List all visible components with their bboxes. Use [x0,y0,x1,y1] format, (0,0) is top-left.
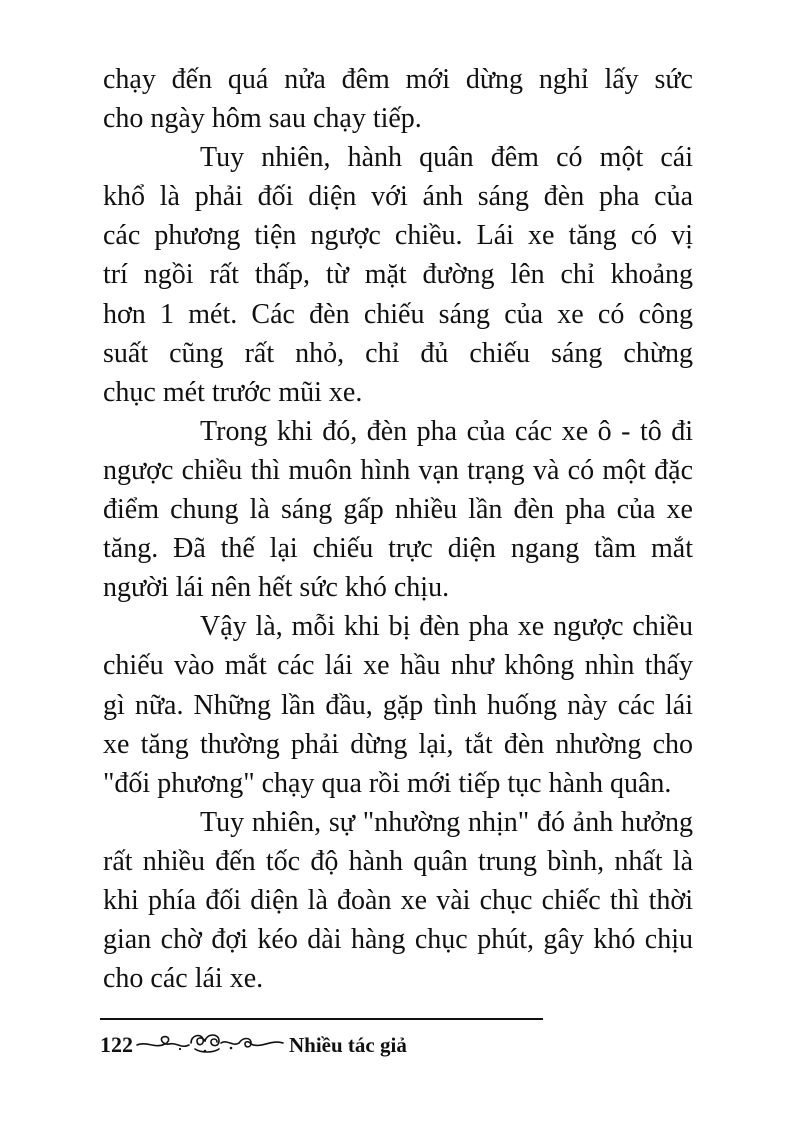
text-line: ngược chiều thì muôn hình vạn trạng và có một đặc [103,454,693,486]
text-line: khổ là phải đối diện với ánh sáng đèn pha của [103,181,693,213]
text-line: Tuy nhiên, hành quân đêm có một cái [200,142,693,174]
text-line: cho các lái xe. [103,963,264,995]
text-line: gì nữa. Những lần đầu, gặp tình huống này các lái [103,689,693,721]
text-line: cho ngày hôm sau chạy tiếp. [103,103,422,135]
text-line: Tuy nhiên, sự "nhường nhịn" đó ảnh hưởng [200,806,693,838]
text-line: điểm chung là sáng gấp nhiều lần đèn pha của xe [103,494,693,526]
text-line: "đối phương" chạy qua rồi mới tiếp tục hành quân. [103,767,672,799]
page-number: 122 [100,1032,133,1057]
text-line: gian chờ đợi kéo dài hàng chục phút, gây khó chịu [103,924,693,956]
text-line: Vậy là, mỗi khi bị đèn pha xe ngược chiều [200,611,693,643]
page-footer [100,1028,407,1062]
text-line: Trong khi đó, đèn pha của các xe ô - tô đi [200,415,693,447]
text-line: chạy đến quá nửa đêm mới dừng nghỉ lấy sức [103,64,693,95]
text-line: suất cũng rất nhỏ, chỉ đủ chiếu sáng chừng [103,337,693,369]
footer-divider [100,1018,543,1020]
text-line: chục mét trước mũi xe. [103,376,363,408]
scroll-ornament-icon [135,1029,285,1061]
text-line: người lái nên hết sức khó chịu. [103,572,450,604]
book-author: Nhiều tác giả [289,1032,407,1057]
text-line: các phương tiện ngược chiều. Lái xe tăng có vị [103,220,693,252]
text-line: khi phía đối diện là đoàn xe vài chục chiếc thì thời [103,884,693,916]
text-line: chiếu vào mắt các lái xe hầu như không nhìn thấy [103,650,693,682]
body-text [103,60,693,998]
text-line: tăng. Đã thế lại chiếu trực diện ngang tầm mắt [103,533,693,565]
text-line: rất nhiều đến tốc độ hành quân trung bình, nhất là [103,845,693,877]
text-line: trí ngồi rất thấp, từ mặt đường lên chỉ khoảng [103,259,693,291]
text-line: xe tăng thường phải dừng lại, tắt đèn nhường cho [103,728,693,760]
text-line: hơn 1 mét. Các đèn chiếu sáng của xe có công [103,298,693,330]
